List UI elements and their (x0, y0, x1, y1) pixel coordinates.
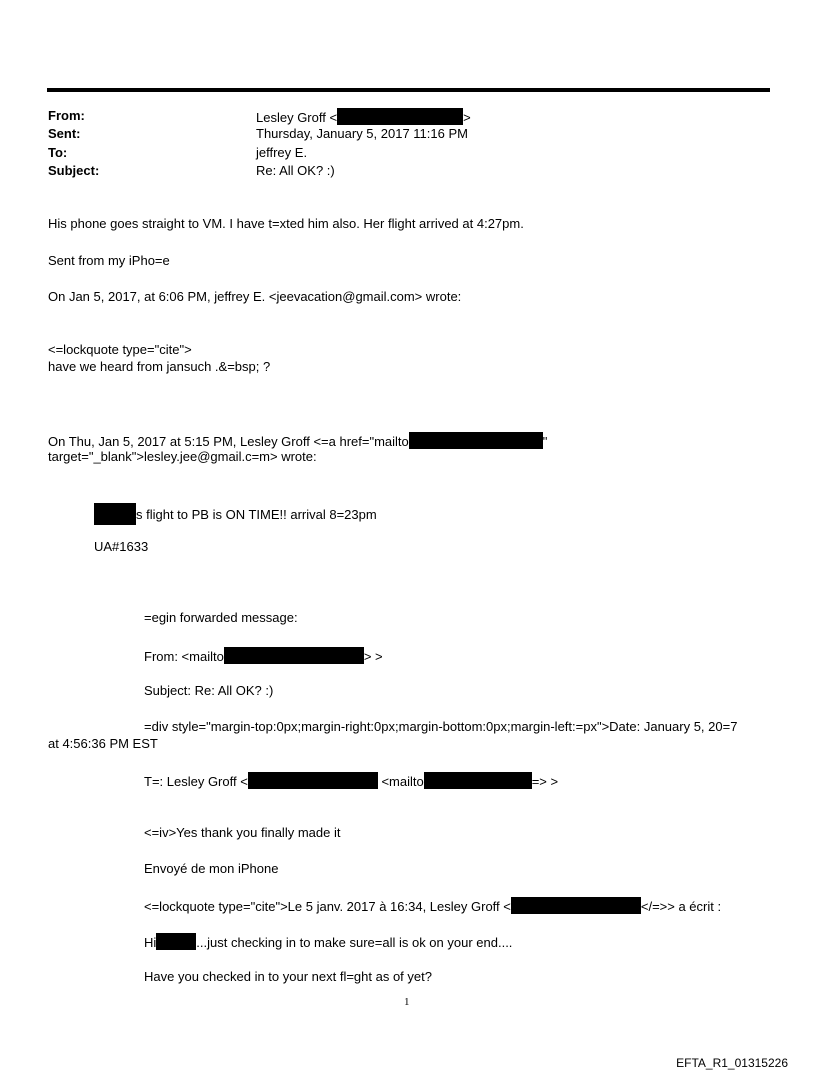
body-text: <=lockquote type="cite">Le 5 janv. 2017 à 16:34, Lesley Groff < (144, 899, 511, 914)
redaction-box (248, 772, 378, 789)
redaction-box (424, 772, 532, 789)
subject-label: Subject: (48, 163, 100, 178)
body-line: =egin forwarded message: (144, 610, 298, 625)
to-label: To: (48, 145, 68, 160)
body-line (48, 432, 547, 450)
bates-number: EFTA_R1_01315226 (676, 1056, 788, 1070)
redaction-box (337, 108, 463, 125)
body-text: <mailto (381, 774, 424, 789)
body-line (144, 647, 383, 665)
from-close: > (463, 110, 471, 125)
sent-label: Sent: (48, 126, 81, 141)
body-text: From: <mailto (144, 649, 224, 664)
body-line: <=iv>Yes thank you finally made it (144, 825, 341, 840)
body-text: > > (363, 649, 383, 664)
from-value (256, 108, 471, 126)
redaction-box (511, 897, 641, 914)
redaction-box (409, 432, 543, 449)
body-line: target="_blank">lesley.jee@gmail.c=m> wrote: (48, 449, 317, 464)
body-text: s flight to PB is ON TIME!! arrival 8=23pm (136, 507, 377, 522)
header-rule (47, 88, 770, 92)
page-number: 1 (404, 996, 410, 1008)
body-line (144, 933, 512, 951)
redaction-box (156, 933, 196, 950)
body-line (94, 503, 377, 525)
body-line: Subject: Re: All OK? :) (144, 683, 274, 698)
sent-value: Thursday, January 5, 2017 11:16 PM (256, 126, 468, 141)
body-text: => > (531, 774, 559, 789)
body-line: have we heard from jansuch .&=bsp; ? (48, 359, 271, 374)
body-line (144, 772, 558, 790)
from-name: Lesley Groff < (256, 110, 338, 125)
body-line: On Jan 5, 2017, at 6:06 PM, jeffrey E. <jeevacation@gmail.com> wrote: (48, 289, 462, 304)
to-value: jeffrey E. (256, 145, 308, 160)
body-line: at 4:56:36 PM EST (48, 736, 158, 751)
body-text: </=>> a écrit : (640, 899, 722, 914)
body-text: Hi (144, 935, 157, 950)
body-text: T=: Lesley Groff < (144, 774, 248, 789)
body-line: =div style="margin-top:0px;margin-right:0px;margin-bottom:0px;margin-left:=px">Date: January 5, 20=7 (144, 719, 738, 734)
body-line: UA#1633 (94, 539, 149, 554)
body-text: " (542, 434, 548, 449)
body-text: ...just checking in to make sure=all is ok on your end.... (196, 935, 513, 950)
body-line: His phone goes straight to VM. I have t=xted him also. Her flight arrived at 4:27pm. (48, 216, 524, 231)
subject-value: Re: All OK? :) (256, 163, 335, 178)
redaction-box (94, 503, 136, 525)
body-line: Envoyé de mon iPhone (144, 861, 279, 876)
from-label: From: (48, 108, 85, 123)
body-line: Have you checked in to your next fl=ght as of yet? (144, 969, 432, 984)
body-line: Sent from my iPho=e (48, 253, 170, 268)
redaction-box (224, 647, 364, 664)
body-line: <=lockquote type="cite"> (48, 342, 192, 357)
body-text: On Thu, Jan 5, 2017 at 5:15 PM, Lesley Groff <=a href="mailto (48, 434, 409, 449)
body-line (144, 897, 721, 915)
